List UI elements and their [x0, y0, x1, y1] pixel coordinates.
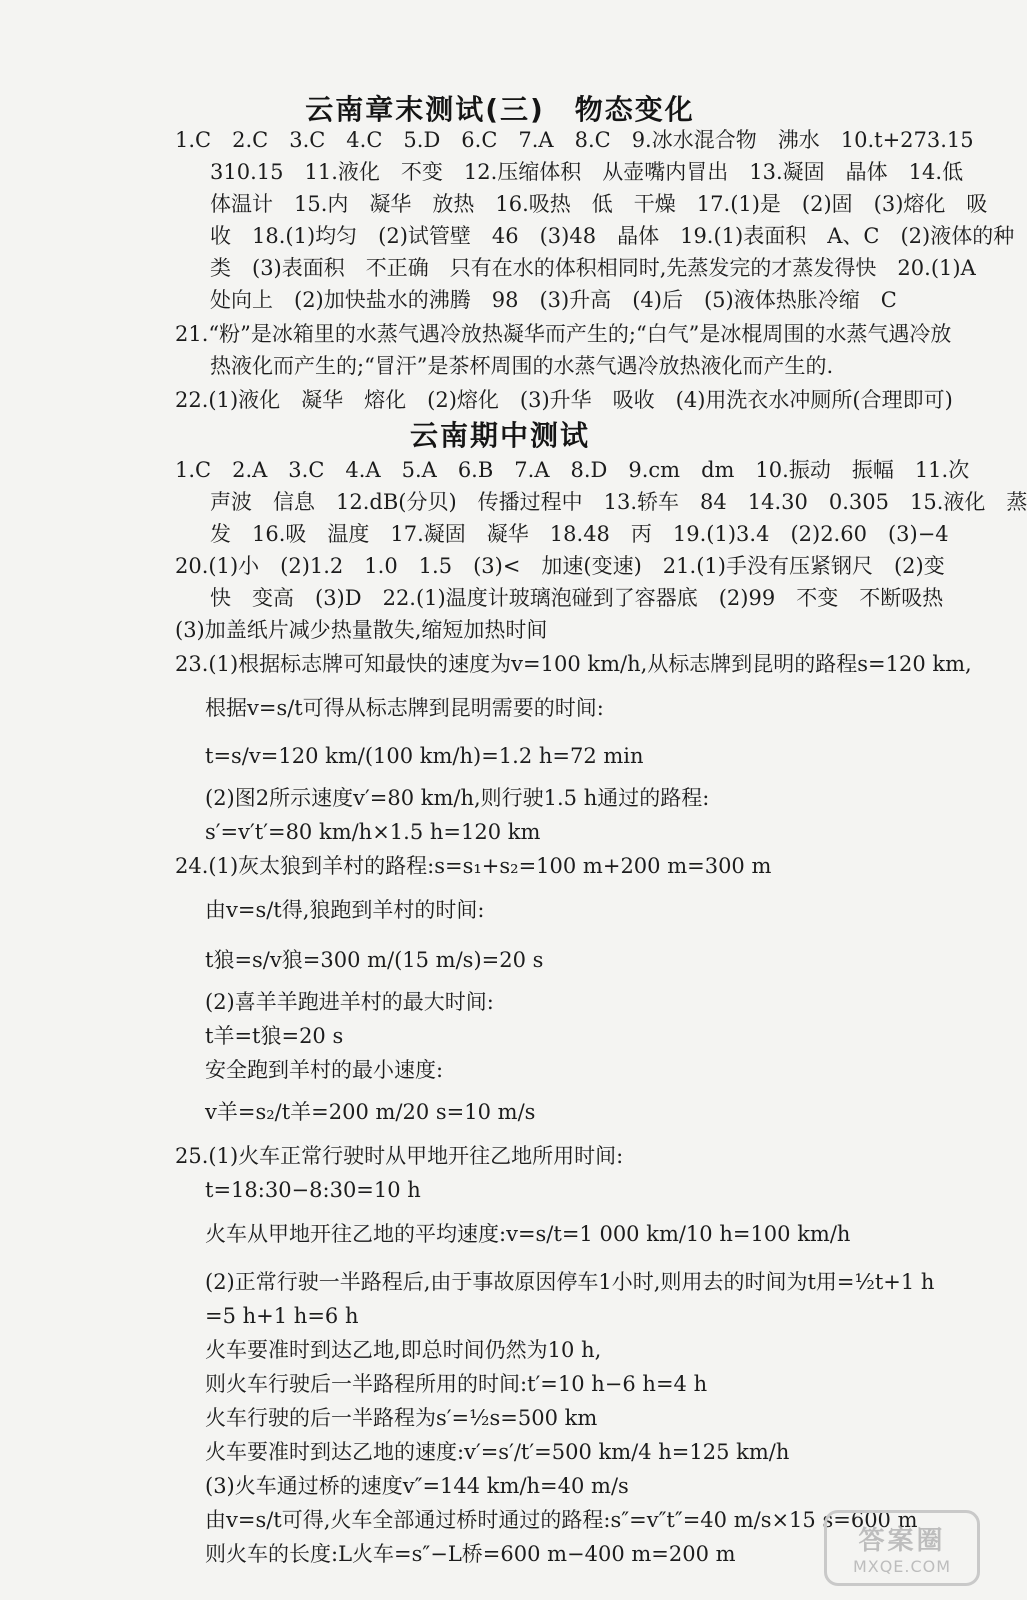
answer-line: 21.“粉”是冰箱里的水蒸气遇冷放热凝华而产生的;“白气”是冰棍周围的水蒸气遇冷放 — [175, 322, 952, 346]
answer-line: 24.(1)灰太狼到羊村的路程:s=s₁+s₂=100 m+200 m=300 m — [175, 854, 772, 878]
answer-line: 由v=s/t得,狼跑到羊村的时间: — [205, 898, 485, 922]
answer-line: (2)喜羊羊跑进羊村的最大时间: — [205, 990, 494, 1014]
answer-line: 火车行驶的后一半路程为s′=½s=500 km — [205, 1406, 598, 1430]
answer-line: 火车要准时到达乙地,即总时间仍然为10 h, — [205, 1338, 602, 1362]
answer-line: 25.(1)火车正常行驶时从甲地开往乙地所用时间: — [175, 1144, 624, 1168]
answer-line: 火车要准时到达乙地的速度:v′=s′/t′=500 km/4 h=125 km/h — [205, 1440, 790, 1464]
answer-line: 由v=s/t可得,火车全部通过桥时通过的路程:s″=v″t″=40 m/s×15 s=600 m — [205, 1508, 918, 1532]
answer-line: 收 18.(1)均匀 (2)试管壁 46 (3)48 晶体 19.(1)表面积 A、C (2)液体的种 — [210, 224, 1015, 248]
answer-line: t=18:30−8:30=10 h — [205, 1178, 421, 1202]
answer-line: t=s/v=120 km/(100 km/h)=1.2 h=72 min — [205, 744, 644, 768]
answer-line: 则火车行驶后一半路程所用的时间:t′=10 h−6 h=4 h — [205, 1372, 708, 1396]
answer-line: (3)加盖纸片减少热量散失,缩短加热时间 — [175, 618, 548, 642]
answer-line: 20.(1)小 (2)1.2 1.0 1.5 (3)< 加速(变速) 21.(1)手没有压紧钢尺 (2)变 — [175, 554, 945, 578]
answer-line: 1.C 2.C 3.C 4.C 5.D 6.C 7.A 8.C 9.冰水混合物 沸水 10.t+273.15 — [175, 128, 974, 152]
answer-line: 热液化而产生的;“冒汗”是茶杯周围的水蒸气遇冷放热液化而产生的. — [210, 354, 834, 378]
answer-line: (2)正常行驶一半路程后,由于事故原因停车1小时,则用去的时间为t用=½t+1 h — [205, 1270, 935, 1294]
answer-line: t羊=t狼=20 s — [205, 1024, 344, 1048]
answer-line: 类 (3)表面积 不正确 只有在水的体积相同时,先蒸发完的才蒸发得快 20.(1)A — [210, 256, 976, 280]
answer-line: s′=v′t′=80 km/h×1.5 h=120 km — [205, 820, 541, 844]
answer-line: 处向上 (2)加快盐水的沸腾 98 (3)升高 (4)后 (5)液体热胀冷缩 C — [210, 288, 897, 312]
answer-line: 根据v=s/t可得从标志牌到昆明需要的时间: — [205, 696, 604, 720]
answer-line: =5 h+1 h=6 h — [205, 1304, 359, 1328]
answer-line: 体温计 15.内 凝华 放热 16.吸热 低 干燥 17.(1)是 (2)固 (3)熔化 吸 — [210, 192, 988, 216]
answer-line: 1.C 2.A 3.C 4.A 5.A 6.B 7.A 8.D 9.cm dm 10.振动 振幅 11.次 — [175, 458, 970, 482]
answer-line: v羊=s₂/t羊=200 m/20 s=10 m/s — [205, 1100, 536, 1124]
answer-line: 23.(1)根据标志牌可知最快的速度为v=100 km/h,从标志牌到昆明的路程s=120 km, — [175, 652, 972, 676]
answer-line: t狼=s/v狼=300 m/(15 m/s)=20 s — [205, 948, 544, 972]
answer-line: 310.15 11.液化 不变 12.压缩体积 从壶嘴内冒出 13.凝固 晶体 14.低 — [210, 160, 964, 184]
answer-line: 声波 信息 12.dB(分贝) 传播过程中 13.轿车 84 14.30 0.305 15.液化 蒸 — [210, 490, 1027, 514]
watermark-logo — [824, 1510, 980, 1586]
answer-line: 发 16.吸 温度 17.凝固 凝华 18.48 丙 19.(1)3.4 (2)2.60 (3)−4 — [210, 522, 949, 546]
watermark-bottom-text: MXQE.COM — [852, 1557, 952, 1576]
section-title-midterm: 云南期中测试 — [409, 419, 590, 452]
answer-line: 则火车的长度:L火车=s″−L桥=600 m−400 m=200 m — [205, 1542, 736, 1566]
answer-line: 22.(1)液化 凝华 熔化 (2)熔化 (3)升华 吸收 (4)用洗衣水冲厕所(合理即可) — [175, 388, 953, 412]
answer-line: 快 变高 (3)D 22.(1)温度计玻璃泡碰到了容器底 (2)99 不变 不断吸热 — [210, 586, 944, 610]
answer-line: 安全跑到羊村的最小速度: — [205, 1058, 444, 1082]
answer-line: (3)火车通过桥的速度v″=144 km/h=40 m/s — [205, 1474, 629, 1498]
answer-line: 火车从甲地开往乙地的平均速度:v=s/t=1 000 km/10 h=100 km/h — [205, 1222, 851, 1246]
watermark-top-text: 答案圈 — [858, 1526, 946, 1556]
section-title-chapter3: 云南章末测试(三) 物态变化 — [305, 93, 695, 126]
answer-line: (2)图2所示速度v′=80 km/h,则行驶1.5 h通过的路程: — [205, 786, 710, 810]
